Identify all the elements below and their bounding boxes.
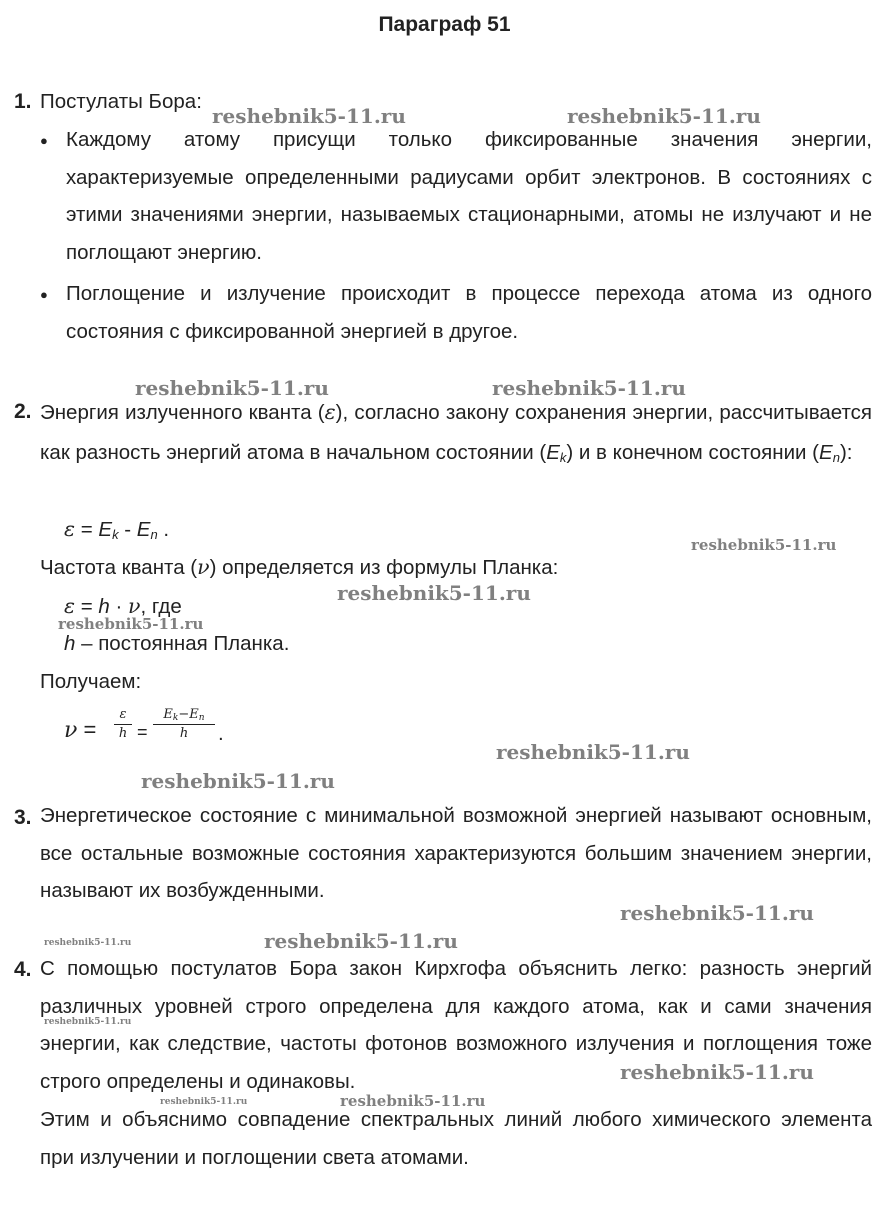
watermark: reshebnik5-11.ru: [496, 740, 690, 764]
section-4-text-1: С помощью постулатов Бора закон Кирхгофа объяснить легко: разность энергий различных уровней строго определена для каждого атома, как и сами значения энергии, как следствие, частоты фотонов возможного излучения и поглощения тоже строго определены и одинаковы.: [40, 957, 872, 1093]
watermark: reshebnik5-11.ru: [340, 1092, 486, 1110]
watermark: reshebnik5-11.ru: [212, 104, 406, 128]
watermark: reshebnik5-11.ru: [691, 536, 837, 554]
frequency-sentence: Частота кванта (ν) определяется из формулы Планка:: [40, 555, 559, 579]
planck-formula: ε = h · ν, где: [64, 594, 182, 618]
result-period: .: [218, 722, 224, 745]
section-3-text: Энергетическое состояние с минимальной возможной энергией называют основным, все остальные возможные состояния характеризуются большим значением энергии, называют их возбужденными.: [40, 804, 872, 902]
item-number-2: 2.: [14, 400, 32, 423]
bullet-text-2: Поглощение и излучение происходит в процессе перехода атома из одного состояния с фиксированной энергией в другое.: [66, 282, 872, 343]
result-label: Получаем:: [40, 670, 142, 693]
watermark: reshebnik5-11.ru: [492, 376, 686, 400]
result-formula-nu: ν =: [64, 717, 97, 743]
page-title: Параграф 51: [378, 13, 511, 36]
watermark: reshebnik5-11.ru: [160, 1097, 248, 1107]
planck-constant-definition: h – постоянная Планка.: [64, 632, 290, 655]
bullet-icon: ●: [40, 287, 48, 302]
watermark: reshebnik5-11.ru: [58, 615, 204, 633]
fraction-eps-over-h: ε h: [114, 707, 132, 742]
watermark: reshebnik5-11.ru: [135, 376, 329, 400]
item-number-1: 1.: [14, 90, 32, 113]
watermark: reshebnik5-11.ru: [620, 1060, 814, 1084]
fraction-energy-difference: $E_k-E_n$ h: [153, 707, 215, 742]
bullet-icon: ●: [40, 133, 48, 148]
watermark: reshebnik5-11.ru: [620, 901, 814, 925]
section-2-intro: Энергия излученного кванта (ε), согласно закону сохранения энергии, рассчитывается как разность энергий атома в начальном состоянии $(E_k)$ и в конечном состоянии $(E_n)$:: [40, 400, 872, 465]
item-number-4: 4.: [14, 958, 32, 981]
watermark: reshebnik5-11.ru: [44, 1017, 132, 1027]
section-1-heading: Постулаты Бора:: [40, 90, 202, 113]
watermark: reshebnik5-11.ru: [567, 104, 761, 128]
watermark: reshebnik5-11.ru: [264, 929, 458, 953]
result-equals: =: [137, 722, 148, 742]
watermark: reshebnik5-11.ru: [337, 581, 531, 605]
energy-formula: $\varepsilon = E_k - E_n$ .: [64, 517, 170, 542]
watermark: reshebnik5-11.ru: [141, 769, 335, 793]
bullet-text-1: Каждому атому присущи только фиксированные значения энергии, характеризуемые определенными радиусами орбит электронов. В состояниях с этими значениями энергии, называемых стационарными, атомы не излучают и не поглощают энергию.: [66, 128, 872, 264]
section-4-text-2: Этим и объяснимо совпадение спектральных линий любого химического элемента при излучении и поглощении света атомами.: [40, 1108, 872, 1169]
item-number-3: 3.: [14, 806, 32, 829]
watermark: reshebnik5-11.ru: [44, 938, 132, 948]
